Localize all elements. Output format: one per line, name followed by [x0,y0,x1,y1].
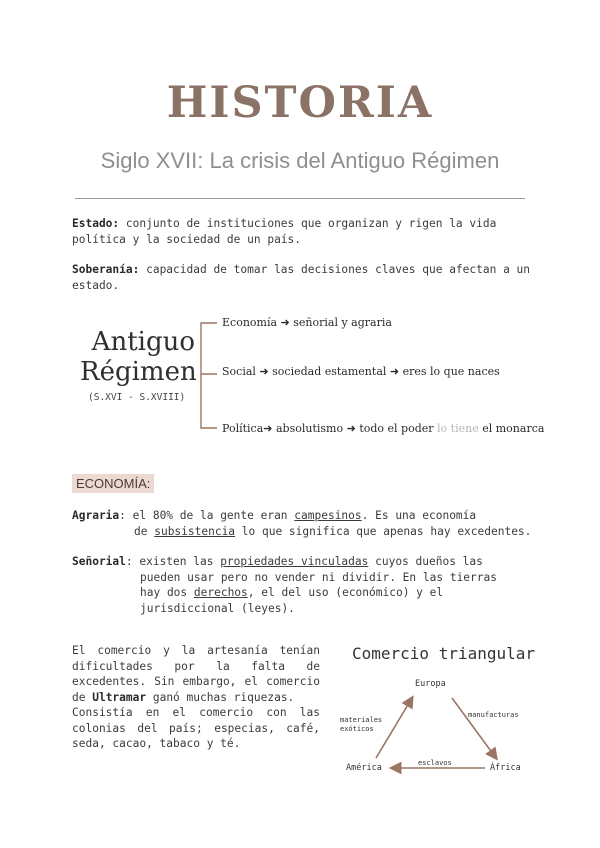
comercio-line: El comercio y la artesanía tenían [72,644,320,657]
edge-label-manufacturas: manufacturas [468,711,519,719]
node-europa: Europa [415,679,446,689]
definition-text: capacidad de tomar las decisiones claves que afectan a un estado. [72,263,531,292]
branch-politica [222,422,544,435]
agraria-text: : el 80% de la gente eran [119,509,295,522]
arrow-icon: ➜ [346,422,356,435]
triangular-arrows [340,680,530,780]
senorial-term: Señorial [72,555,126,568]
senorial-text: : existen las [125,555,221,568]
senorial-line3 [72,585,542,601]
definition-term: Estado: [72,217,120,230]
arrow-icon: ➜ [280,316,290,329]
branch-economia [222,316,392,329]
agraria-text: lo que significa que apenas hay excedentes. [235,524,532,538]
branch-text-faded: lo tiene [437,422,479,435]
branch-text: absolutismo [276,422,344,435]
agraria-line1 [72,508,542,524]
branch-label: Política [222,422,264,435]
arrow-america-europa [376,698,412,758]
arrow-icon: ➜ [259,365,269,378]
comercio-line-ultramar [72,690,320,706]
edge-label-line: materiales [340,716,383,724]
arrow-europa-africa [452,698,496,758]
senorial-line1 [72,554,542,570]
comercio-line: dificultades por la falta de [72,659,320,673]
definition-term: Soberanía: [72,263,140,276]
senorial-line4: jurisdiccional (leyes). [140,601,295,615]
page-subtitle: Siglo XVII: La crisis del Antiguo Régimen [100,148,500,173]
edge-label-esclavos: esclavos [418,759,452,767]
branch-text: todo el poder [359,422,434,435]
comercio-line: colonias del país; especias, café, [72,721,320,735]
branch-label: Economía [222,316,278,329]
comercio-text: ganó muchas riquezas. [146,690,295,704]
agraria-text: de [134,524,155,538]
senorial-text: hay dos [140,586,194,599]
definition-text: conjunto de instituciones que organizan y rigen la vida política y la sociedad de un país. [72,217,497,246]
node-america: América [346,763,382,773]
economia-heading: ECONOMÍA: [72,474,154,493]
comercio-line: seda, cacao, tabaco y té. [72,737,241,750]
agraria-term: Agraria [72,509,120,522]
comercio-line: excedentes. Sin embargo, el comercio [72,675,320,688]
branch-text: sociedad estamental [272,365,387,378]
agraria-text: . Es una economía [361,509,477,522]
economia-senorial [72,554,542,616]
comercio-text: de [72,690,93,704]
comercio-line: Consistía en el comercio con las [72,706,320,719]
senorial-line2: pueden usar pero no vender ni dividir. En las tierras [140,570,497,584]
economia-agraria [72,508,542,539]
agraria-underlined: campesinos [294,509,362,522]
agraria-underlined: subsistencia [154,524,236,538]
node-africa: África [490,763,521,773]
definition-soberania [72,262,532,293]
senorial-underlined: derechos [193,586,248,599]
senorial-text: , el del uso (económico) y el [247,586,444,599]
comercio-paragraph [72,643,320,752]
ultramar-term: Ultramar [92,690,147,704]
bracket-connector [195,318,225,436]
antiguo-regimen-line1: Antiguo [91,327,195,357]
agraria-line2 [72,524,542,540]
arrow-icon: ➜ [389,365,400,378]
branch-label: Social [222,365,256,378]
branch-social [222,365,500,378]
antiguo-regimen-dates: (S.XVI - S.XVIII) [88,392,186,403]
senorial-underlined: propiedades vinculadas [220,555,369,568]
arrow-icon: ➜ [263,422,273,435]
title-divider [75,198,525,199]
definition-estado [72,216,532,247]
edge-label-line: exóticos [340,725,374,733]
antiguo-regimen-line2: Régimen [80,357,197,387]
antiguo-regimen-title [80,327,195,387]
senorial-text: cuyos dueños las [368,555,483,568]
branch-text: el monarca [482,422,545,435]
branch-text: señorial y agraria [293,316,392,329]
branch-text: eres lo que naces [402,365,500,378]
triangular-diagram-title: Comercio triangular [352,644,536,663]
page-title: HISTORIA [166,78,434,128]
